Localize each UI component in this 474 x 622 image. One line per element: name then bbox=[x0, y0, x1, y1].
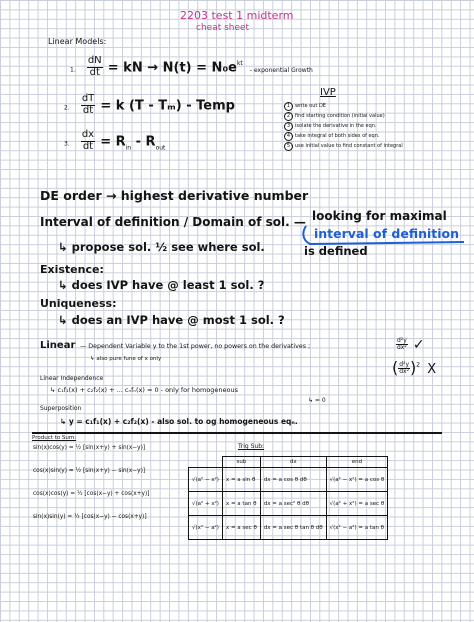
paren-close: ) bbox=[410, 358, 417, 377]
table-row bbox=[189, 516, 388, 540]
table-cell: √(x² − a²) bbox=[189, 516, 223, 540]
product-to-sum-heading: Product to Sum: bbox=[32, 435, 77, 441]
defined-text: is defined bbox=[304, 244, 368, 258]
ivp-steps bbox=[284, 102, 470, 152]
step-number: 1 bbox=[284, 102, 293, 111]
linear-models-heading: Linear Models: bbox=[48, 37, 107, 46]
identity-row: sin(x)cos(y) = ½ [sin(x+y) + sin(x−y)] bbox=[33, 445, 146, 451]
model-sub-in: in bbox=[125, 144, 132, 152]
model-number: 3. bbox=[64, 140, 70, 148]
denominator: dt bbox=[82, 140, 94, 152]
page-title: 2203 test 1 midterm bbox=[180, 9, 294, 22]
model-note: - exponential Growth bbox=[249, 66, 313, 74]
linear-subnote: ↳ also pure fune of x only bbox=[90, 356, 162, 362]
superposition-heading: Superposition bbox=[40, 405, 82, 412]
fraction bbox=[81, 94, 95, 116]
ivp-step bbox=[284, 132, 470, 142]
step-number: 3 bbox=[284, 122, 293, 131]
model-mixing bbox=[64, 130, 165, 152]
identity-row: sin(x)sin(y) = ½ [cos(x−y) − cos(x+y)] bbox=[33, 514, 147, 520]
column-header: dx bbox=[260, 457, 326, 468]
model-rhs: = kN → N(t) = N₀e bbox=[107, 60, 237, 76]
step-text: find starting condition (initial value) bbox=[295, 113, 385, 119]
linear-definition: — Dependent Variable y to the 1st power, no powers on the derivatives ; bbox=[80, 343, 311, 350]
table-cell: x = a sec θ bbox=[222, 516, 260, 540]
ivp-step bbox=[284, 142, 470, 152]
page-subtitle: cheat sheet bbox=[196, 23, 250, 33]
table-cell: x = a tan θ bbox=[222, 492, 260, 516]
step-text: use initial value to find constant of integral bbox=[295, 143, 403, 149]
denominator: dt bbox=[89, 66, 100, 78]
numerator: dT bbox=[81, 93, 95, 104]
table-cell: x = a sin θ bbox=[222, 468, 260, 492]
denominator: dx² bbox=[399, 368, 410, 375]
model-rhs-mid: - R bbox=[131, 134, 156, 150]
existence-text: ↳ does IVP have @ least 1 sol. ? bbox=[58, 278, 265, 292]
model-temperature bbox=[64, 94, 235, 116]
ivp-title: IVP bbox=[320, 87, 336, 98]
ivp-step bbox=[284, 112, 470, 122]
column-header: sub bbox=[222, 457, 260, 468]
step-text: take integral of both sides of eqn. bbox=[295, 133, 380, 139]
uniqueness-heading: Uniqueness: bbox=[40, 297, 117, 310]
uniqueness-text: ↳ does an IVP have @ most 1 sol. ? bbox=[58, 313, 285, 327]
model-rhs: = k (T - Tₘ) - Temp bbox=[100, 98, 235, 114]
trig-sub-heading: Trig Sub: bbox=[238, 443, 265, 450]
step-text: isolate the derivative in the eqn. bbox=[295, 123, 377, 129]
table-cell: dx = a sec θ tan θ dθ bbox=[260, 516, 326, 540]
table-cell: dx = a cos θ dθ bbox=[260, 468, 326, 492]
numerator: d²y bbox=[399, 360, 410, 368]
superposition-equation: ↳ y = c₁f₁(x) + c₂f₂(x) - also sol. to og homogeneous eqₙ. bbox=[60, 417, 298, 426]
looking-text: looking for maximal bbox=[312, 209, 447, 223]
step-number: 4 bbox=[284, 132, 293, 141]
numerator: dN bbox=[87, 55, 102, 66]
linear-example-invalid bbox=[392, 358, 436, 377]
table-cell: √(x² − a²) = a tan θ bbox=[326, 516, 388, 540]
exponent: 2 bbox=[416, 361, 421, 369]
table-row bbox=[189, 492, 388, 516]
ivp-step bbox=[284, 122, 470, 132]
model-exponent: kt bbox=[236, 60, 243, 68]
linear-heading: Linear bbox=[40, 340, 76, 351]
interval-text: Interval of definition / Domain of sol. — bbox=[40, 215, 306, 229]
table-row bbox=[189, 468, 388, 492]
table-cell: √(a² + x²) bbox=[189, 492, 223, 516]
propose-text: ↳ propose sol. ½ see where sol. bbox=[58, 240, 265, 254]
fraction bbox=[398, 362, 410, 376]
interval-highlight: interval of definition bbox=[314, 226, 460, 241]
denominator: dx² bbox=[397, 344, 407, 351]
ivp-step bbox=[284, 102, 470, 112]
independence-zero: ↳ = 0 bbox=[308, 397, 326, 404]
fraction bbox=[87, 56, 103, 78]
denominator: dt bbox=[82, 104, 94, 116]
model-rhs: = R bbox=[100, 134, 126, 150]
de-order-text: DE order → highest derivative number bbox=[40, 188, 309, 203]
table-cell: √(a² + x²) = a sec θ bbox=[326, 492, 388, 516]
paren-open: ( bbox=[392, 358, 399, 377]
table-cell: dx = a sec² θ dθ bbox=[260, 492, 326, 516]
table-cell: √(a² − x²) bbox=[189, 468, 223, 492]
table-cell: √(a² − x²) = a cos θ bbox=[326, 468, 388, 492]
divider-line bbox=[32, 432, 442, 434]
step-text: write out DE bbox=[295, 103, 326, 109]
check-mark-icon: ✓ bbox=[412, 337, 425, 353]
x-mark-icon: X bbox=[427, 362, 437, 377]
independence-heading: Linear Independence bbox=[40, 375, 104, 382]
model-number: 2. bbox=[64, 104, 70, 112]
linear-example-valid bbox=[396, 334, 425, 353]
fraction bbox=[396, 338, 408, 352]
table-header-row bbox=[189, 457, 388, 468]
column-header: end bbox=[326, 457, 388, 468]
model-exponential bbox=[70, 56, 313, 78]
model-sub-out: out bbox=[155, 144, 166, 152]
numerator: d²y bbox=[397, 336, 407, 344]
fraction bbox=[81, 130, 95, 152]
numerator: dx bbox=[81, 129, 95, 140]
identity-row: cos(x)sin(y) = ½ [sin(x+y) − sin(x−y)] bbox=[33, 468, 146, 474]
column-header bbox=[189, 457, 223, 468]
model-number: 1. bbox=[70, 66, 76, 74]
trig-sub-table bbox=[188, 456, 388, 540]
identity-row: cos(x)cos(y) = ½ [cos(x−y) + cos(x+y)] bbox=[33, 491, 150, 497]
existence-heading: Existence: bbox=[40, 263, 104, 276]
step-number: 5 bbox=[284, 142, 293, 151]
step-number: 2 bbox=[284, 112, 293, 121]
independence-equation: ↳ c₁f₁(x) + c₂f₂(x) + ... cₙfₙ(x) = 0 - only for homogeneous bbox=[50, 386, 239, 394]
